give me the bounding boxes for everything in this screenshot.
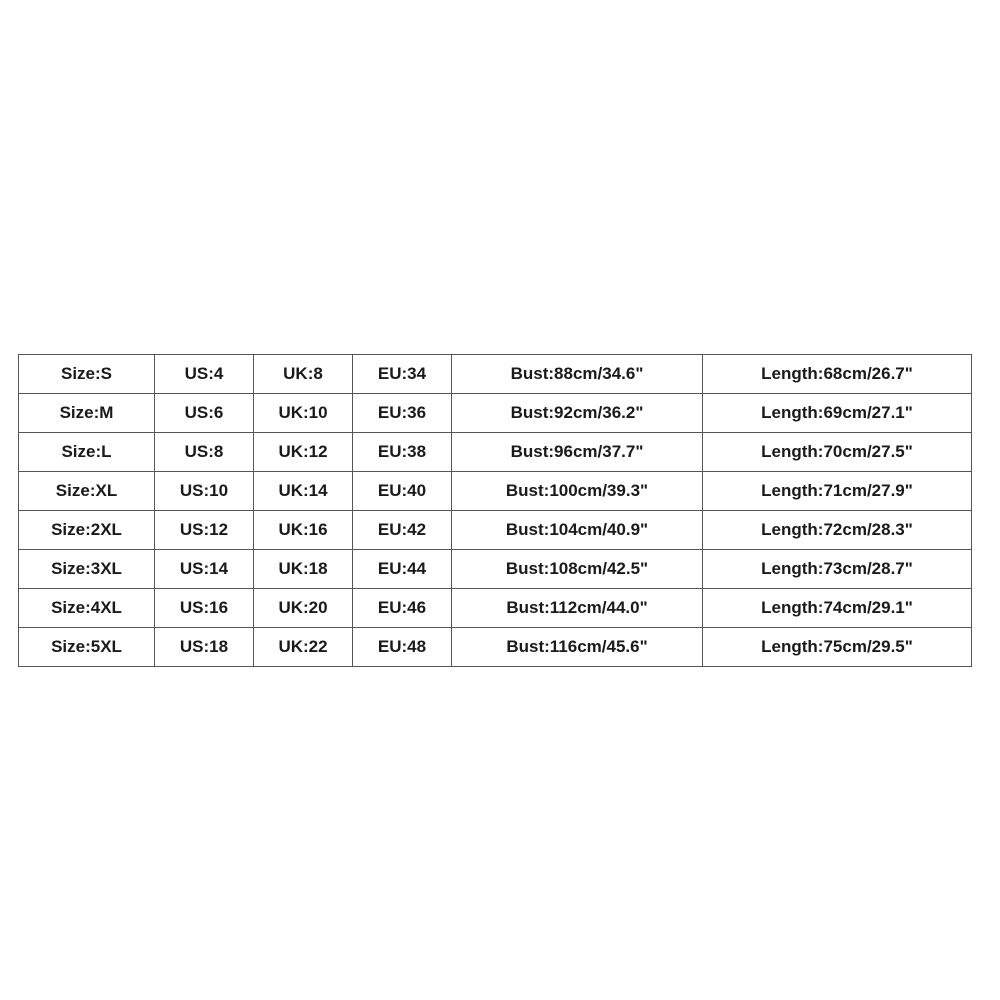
uk-size-cell: UK:22: [254, 628, 353, 667]
table-row: [19, 589, 972, 628]
uk-size-cell: UK:18: [254, 550, 353, 589]
table-row: [19, 433, 972, 472]
bust-cell: Bust:104cm/40.9": [452, 511, 703, 550]
size-cell: Size:5XL: [19, 628, 155, 667]
uk-size-cell: UK:10: [254, 394, 353, 433]
length-cell: Length:75cm/29.5": [703, 628, 972, 667]
bust-cell: Bust:92cm/36.2": [452, 394, 703, 433]
size-cell: Size:XL: [19, 472, 155, 511]
eu-size-cell: EU:38: [353, 433, 452, 472]
bust-cell: Bust:116cm/45.6": [452, 628, 703, 667]
us-size-cell: US:12: [155, 511, 254, 550]
eu-size-cell: EU:42: [353, 511, 452, 550]
size-cell: Size:4XL: [19, 589, 155, 628]
eu-size-cell: EU:44: [353, 550, 452, 589]
us-size-cell: US:4: [155, 355, 254, 394]
size-cell: Size:L: [19, 433, 155, 472]
length-cell: Length:70cm/27.5": [703, 433, 972, 472]
length-cell: Length:71cm/27.9": [703, 472, 972, 511]
size-cell: Size:2XL: [19, 511, 155, 550]
length-cell: Length:73cm/28.7": [703, 550, 972, 589]
us-size-cell: US:18: [155, 628, 254, 667]
length-cell: Length:69cm/27.1": [703, 394, 972, 433]
bust-cell: Bust:100cm/39.3": [452, 472, 703, 511]
table-row: [19, 550, 972, 589]
us-size-cell: US:16: [155, 589, 254, 628]
eu-size-cell: EU:36: [353, 394, 452, 433]
table-row: [19, 394, 972, 433]
size-chart-body: [19, 355, 972, 667]
size-cell: Size:S: [19, 355, 155, 394]
eu-size-cell: EU:48: [353, 628, 452, 667]
table-row: [19, 355, 972, 394]
uk-size-cell: UK:12: [254, 433, 353, 472]
us-size-cell: US:6: [155, 394, 254, 433]
uk-size-cell: UK:20: [254, 589, 353, 628]
bust-cell: Bust:88cm/34.6": [452, 355, 703, 394]
uk-size-cell: UK:14: [254, 472, 353, 511]
length-cell: Length:74cm/29.1": [703, 589, 972, 628]
table-row: [19, 628, 972, 667]
us-size-cell: US:8: [155, 433, 254, 472]
size-chart-table: [18, 354, 972, 667]
table-row: [19, 472, 972, 511]
length-cell: Length:68cm/26.7": [703, 355, 972, 394]
bust-cell: Bust:96cm/37.7": [452, 433, 703, 472]
size-cell: Size:3XL: [19, 550, 155, 589]
size-cell: Size:M: [19, 394, 155, 433]
length-cell: Length:72cm/28.3": [703, 511, 972, 550]
uk-size-cell: UK:8: [254, 355, 353, 394]
table-row: [19, 511, 972, 550]
eu-size-cell: EU:34: [353, 355, 452, 394]
bust-cell: Bust:112cm/44.0": [452, 589, 703, 628]
uk-size-cell: UK:16: [254, 511, 353, 550]
us-size-cell: US:10: [155, 472, 254, 511]
eu-size-cell: EU:40: [353, 472, 452, 511]
bust-cell: Bust:108cm/42.5": [452, 550, 703, 589]
eu-size-cell: EU:46: [353, 589, 452, 628]
us-size-cell: US:14: [155, 550, 254, 589]
